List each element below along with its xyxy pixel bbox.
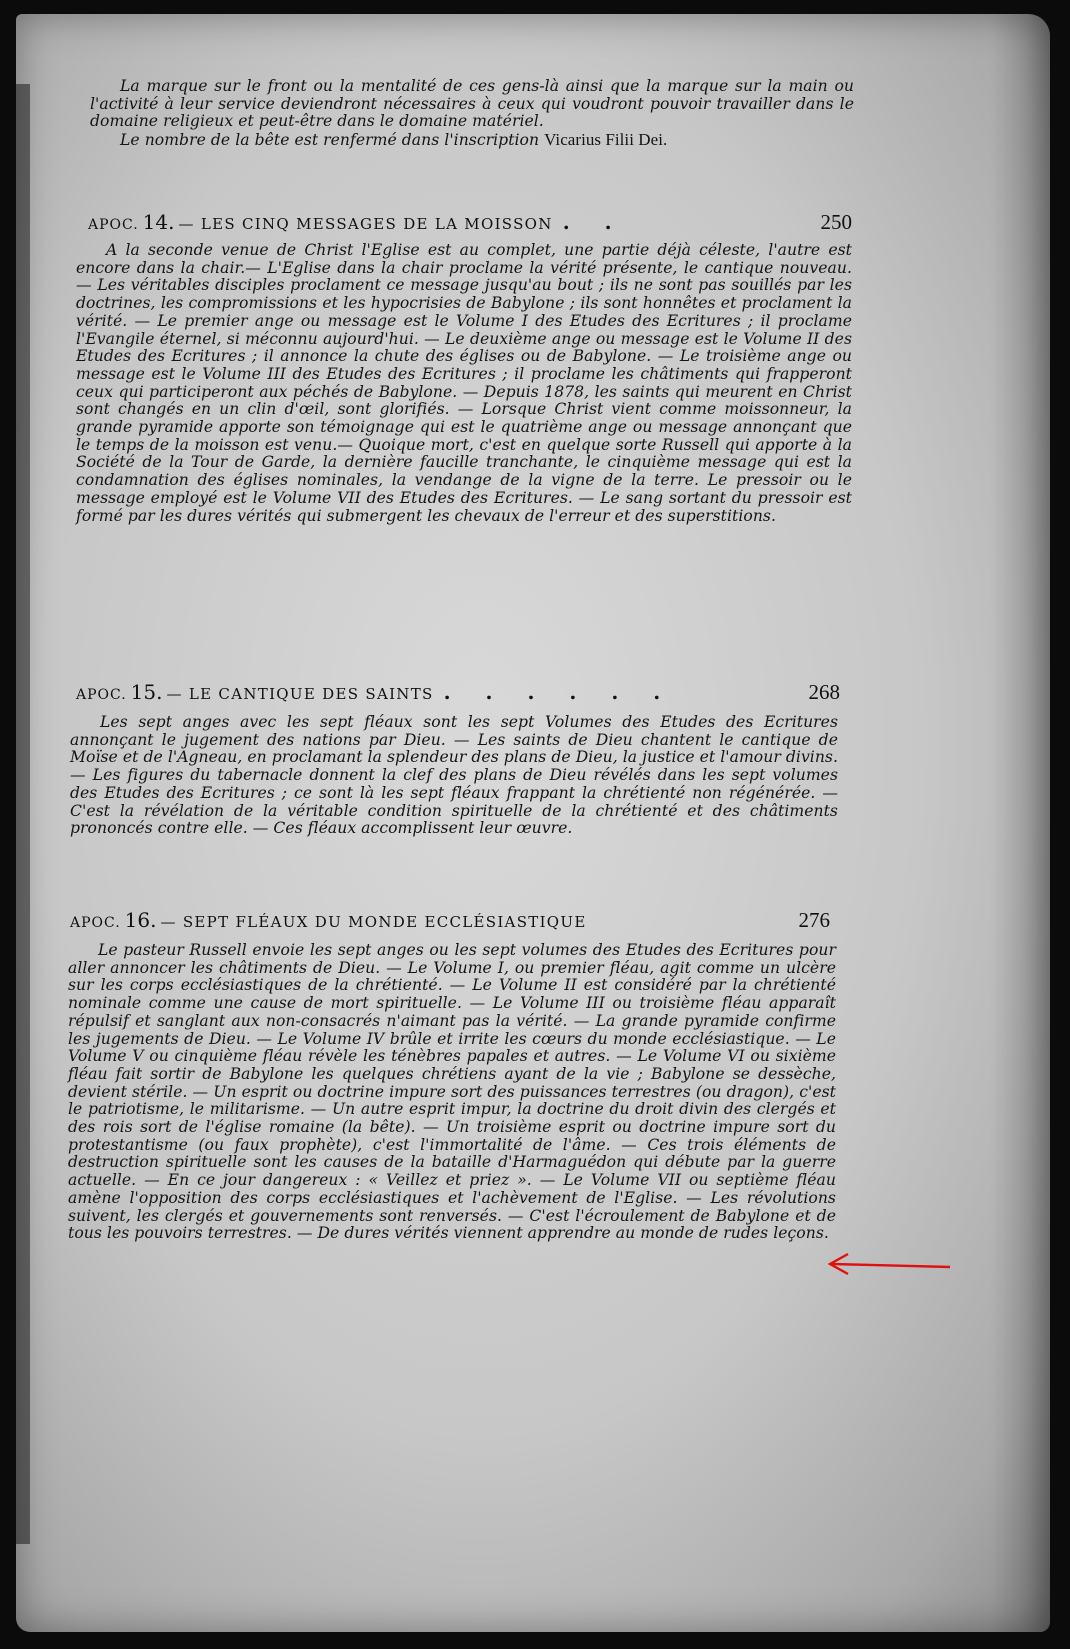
intro-text: La marque sur le front ou la mentalité de ces gens-là ainsi que la marque sur la main ou l'activité à leur service deviendront nécessaires à ceux qui voudront pouvoir travailler dans le domaine religieux et peut-être dans le domaine matériel.	[90, 77, 854, 131]
scanned-page	[16, 14, 1050, 1632]
heading-title: — LE CANTIQUE DES SAINTS	[166, 685, 434, 703]
heading-title: — LES CINQ MESSAGES DE LA MOISSON	[178, 215, 553, 233]
heading-chapter-number: 14.	[142, 210, 175, 234]
section-heading-apoc-15	[76, 680, 840, 705]
section-body-apoc-14	[76, 242, 852, 525]
heading-page-number: 276	[798, 908, 830, 932]
heading-leader-dots: . .	[562, 210, 626, 234]
heading-apoc-label: APOC.	[70, 915, 121, 931]
section-heading-apoc-16	[70, 908, 830, 933]
intro-number-line	[90, 131, 854, 150]
intro-number-text: Le nombre de la bête est renfermé dans l'inscription	[120, 131, 540, 150]
heading-title: — SEPT FLÉAUX DU MONDE ECCLÉSIASTIQUE	[160, 913, 587, 931]
section-body-apoc-15	[70, 714, 838, 838]
intro-inscription: Vicarius Filii Dei.	[544, 130, 668, 150]
heading-page-number: 250	[820, 210, 852, 234]
intro-paragraph	[90, 78, 854, 150]
page-edge-shadow	[990, 14, 1050, 1632]
heading-apoc-label: APOC.	[88, 217, 139, 233]
section-text: A la seconde venue de Christ l'Eglise est au complet, une partie déjà céleste, l'autre est encore dans la chair.— L'Eglise dans la chair proclame la vérité présente, le cantique nouveau. — Les véritables disciples proclament ce message jusqu'au bout ; ils ne sont pas souillés par les doctrines, les compromissions et les hypocrisies de Babylone ; ils sont honnêtes et proclament la vérité. — Le premier ange ou message est le Volume I des Etudes des Ecritures ; il proclame l'Evangile éternel, si méconnu aujourd'hui. — Le deuxième ange ou message est le Volume II des Etudes des Ecritures ; il annonce la chute des églises ou de Babylone. — Le troisième ange ou message est le Volume III des Etudes des Ecritures ; il proclame les châtiments qui frapperont ceux qui participeront aux péchés de Babylone. — Depuis 1878, les saints qui meurent en Christ sont changés en un clin d'œil, sont glorifiés. — Lorsque Christ vient comme moissonneur, la grande pyramide apporte son témoignage qui est le quatrième ange ou message annonçant que le temps de la moisson est venu.— Quoique mort, c'est en quelque sorte Russell qui apporte à la Société de la Tour de Garde, la dernière faucille tranchante, le cinquième message qui est la condamnation des églises nominales, la vendange de la vigne de la terre. Le pressoir ou le message employé est le Volume VII des Etudes des Ecritures. — Le sang sortant du pressoir est formé par les dures vérités qui submergent les chevaux de l'erreur et des superstitions.	[76, 241, 852, 525]
heading-leader-dots: . . . . . .	[443, 680, 675, 704]
heading-page-number: 268	[808, 680, 840, 704]
section-text: Le pasteur Russell envoie les sept anges ou les sept volumes des Etudes des Ecritures pour aller annoncer les châtiments de Dieu. — Le Volume I, ou premier fléau, agit comme un ulcère sur les corps ecclésiastiques de la chrétienté. — Le Volume II est considéré par la chrétienté nominale comme une cause de mort spirituelle. — Le Volume III ou troisième fléau apparaît répulsif et sanglant aux non-consacrés n'aimant pas la vérité. — La grande pyramide confirme les jugements de Dieu. — Le Volume IV brûle et irrite les cœurs du monde ecclésiastique. — Le Volume V ou cinquième fléau révèle les ténèbres papales et autres. — Le Volume VI ou sixième fléau fait sortir de Babylone les quelques chrétiens ayant de la vie ; Babylone se dessèche, devient stérile. — Un esprit ou doctrine impure sort des puissances terrestres (ou dragon), c'est le patriotisme, le militarisme. — Un autre esprit impur, la doctrine du droit divin des clergés et des rois sort de l'église romaine (la bête). — Un troisième esprit ou doctrine impure sort du protestantisme (ou faux prophète), c'est l'immortalité de l'âme. — Ces trois éléments de destruction spirituelle sont les causes de la bataille d'Harmaguédon qui débute par la guerre actuelle. — En ce jour dangereux : « Veillez et priez ». — Le Volume VII ou septième fléau amène l'opposition des corps ecclésiastiques et l'achèvement de l'Eglise. — Les révolutions suivent, les clergés et gouvernements sont renversés. — C'est l'écroulement de Babylone et de tous les pouvoirs terrestres. — De dures vérités viennent apprendre au monde de rudes leçons.	[68, 941, 836, 1243]
section-heading-apoc-14	[88, 210, 852, 235]
heading-chapter-number: 15.	[130, 680, 163, 704]
red-arrow-annotation	[818, 1250, 958, 1280]
section-body-apoc-16	[68, 942, 836, 1243]
section-text: Les sept anges avec les sept fléaux sont les sept Volumes des Etudes des Ecritures annonçant le jugement des nations par Dieu. — Les saints de Dieu chantent le cantique de Moïse et de l'Agneau, en proclamant la splendeur des plans de Dieu, la justice et l'amour divins. — Les figures du tabernacle donnent la clef des plans de Dieu révélés dans les sept volumes des Etudes des Ecritures ; ce sont là les sept fléaux frappant la chrétienté non régénérée. — C'est la révélation de la véritable condition spirituelle de la chrétienté et des châtiments prononcés contre elle. — Ces fléaux accomplissent leur œuvre.	[70, 713, 838, 838]
heading-apoc-label: APOC.	[76, 687, 127, 703]
heading-chapter-number: 16.	[124, 908, 157, 932]
page-spine-shadow	[16, 84, 30, 1544]
